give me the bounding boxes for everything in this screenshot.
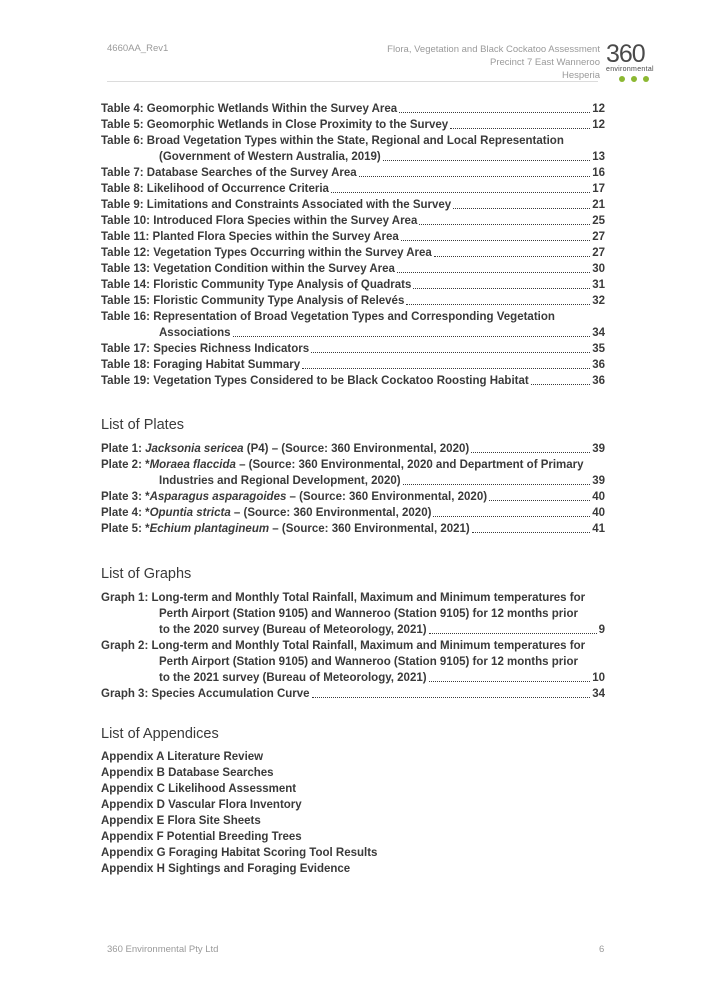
plate-entry-text: [101, 489, 487, 505]
appendix-item[interactable]: Appendix B Database Searches: [101, 767, 274, 779]
graphs-heading: List of Graphs: [101, 566, 192, 582]
table-entry-text: Table 9: Limitations and Constraints Associated with the Survey: [101, 199, 452, 211]
table-entry-line[interactable]: [101, 197, 605, 213]
plate-species: Opuntia stricta: [149, 507, 231, 519]
plate-entry-line[interactable]: [101, 441, 605, 457]
appendix-item[interactable]: Appendix C Likelihood Assessment: [101, 783, 297, 795]
leader-dots: [429, 633, 597, 634]
leader-dots: [312, 697, 591, 698]
list-of-appendices: [101, 749, 605, 877]
table-entry-page: 16: [592, 167, 605, 179]
table-entry-text: Table 19: Vegetation Types Considered to be Black Cockatoo Roosting Habitat: [101, 375, 529, 387]
table-entry-page: 27: [592, 247, 605, 259]
table-entry-page: 34: [592, 327, 605, 339]
plate-source: – (Source: 360 Environmental, 2020): [230, 507, 432, 519]
plates-heading: List of Plates: [101, 417, 185, 433]
plate-prefix: Plate 5: *: [101, 523, 150, 535]
leader-dots: [397, 272, 590, 273]
table-entry-text: Table 7: Database Searches of the Survey Area: [101, 167, 357, 179]
leader-dots: [359, 176, 591, 177]
table-entry-line[interactable]: [101, 325, 605, 341]
plate-entry-line[interactable]: [101, 505, 605, 521]
plate-entry-text: [101, 521, 470, 537]
table-entry-line[interactable]: [101, 181, 605, 197]
leader-dots: [472, 532, 590, 533]
plate-entry-text: [101, 441, 469, 457]
appendix-item[interactable]: Appendix H Sightings and Foraging Evidence: [101, 863, 351, 875]
list-of-plates: [101, 441, 605, 537]
list-of-graphs: [101, 590, 605, 702]
document-id: 4660AA_Rev1: [107, 43, 169, 54]
footer-page-number: 6: [599, 944, 605, 955]
plate-source: – (Source: 360 Environmental, 2020 and Department of Primary: [235, 459, 584, 471]
appendix-item[interactable]: Appendix G Foraging Habitat Scoring Tool Results: [101, 847, 378, 859]
plate-entry-page: 39: [592, 475, 605, 487]
plate-entry-line[interactable]: [101, 457, 605, 473]
appendices-heading: List of Appendices: [101, 726, 219, 742]
header-title-line2: Precinct 7 East Wanneroo: [489, 57, 600, 68]
table-entry-line[interactable]: [101, 101, 605, 117]
company-logo: [606, 42, 670, 82]
graph-entry-page: 10: [592, 672, 605, 684]
list-of-tables: [101, 101, 605, 389]
table-entry-page: 13: [592, 151, 605, 163]
table-entry-line[interactable]: Table 6: Broad Vegetation Types within the State, Regional and Local Representation: [101, 135, 564, 147]
leader-dots: [399, 112, 590, 113]
table-entry-page: 27: [592, 231, 605, 243]
table-entry-line[interactable]: [101, 293, 605, 309]
table-entry-text: Associations: [159, 327, 231, 339]
leader-dots: [331, 192, 590, 193]
appendix-item[interactable]: Appendix A Literature Review: [101, 751, 264, 763]
table-entry-page: 12: [592, 119, 605, 131]
table-entry-text: Table 17: Species Richness Indicators: [101, 343, 310, 355]
plate-species: Jacksonia sericea: [145, 443, 244, 455]
table-entry-page: 21: [592, 199, 605, 211]
header-divider: [107, 81, 598, 82]
graph-entry-text: to the 2020 survey (Bureau of Meteorology, 2021): [159, 624, 427, 636]
leader-dots: [433, 516, 590, 517]
table-entry-text: Table 5: Geomorphic Wetlands in Close Proximity to the Survey: [101, 119, 449, 131]
table-entry-text: Table 18: Foraging Habitat Summary: [101, 359, 301, 371]
table-entry-page: 32: [592, 295, 605, 307]
appendix-item[interactable]: Appendix F Potential Breeding Trees: [101, 831, 302, 843]
leader-dots: [302, 368, 590, 369]
plate-species: Echium plantagineum: [149, 523, 270, 535]
table-entry-page: 12: [592, 103, 605, 115]
plate-entry-line[interactable]: [101, 489, 605, 505]
table-entry-page: 35: [592, 343, 605, 355]
appendix-item[interactable]: Appendix D Vascular Flora Inventory: [101, 799, 302, 811]
graph-entry-line[interactable]: Perth Airport (Station 9105) and Wanneroo (Station 9105) for 12 months prior: [159, 656, 578, 668]
table-entry-page: 25: [592, 215, 605, 227]
graph-entry-line[interactable]: [101, 686, 605, 702]
document-title-block: [387, 43, 600, 82]
table-entry-line[interactable]: [101, 373, 605, 389]
plate-source: – (Source: 360 Environmental, 2021): [269, 523, 470, 535]
logo-word: environmental: [606, 66, 654, 73]
table-entry-line[interactable]: [101, 117, 605, 133]
table-entry-line[interactable]: [101, 277, 605, 293]
graph-entry-text: Graph 3: Species Accumulation Curve: [101, 688, 310, 700]
plate-species: Asparagus asparagoides: [149, 491, 287, 503]
plate-entry-text: Industries and Regional Development, 2020): [159, 475, 401, 487]
leader-dots: [419, 224, 590, 225]
plate-prefix: Plate 3: *: [101, 491, 150, 503]
graph-entry-line[interactable]: Graph 2: Long-term and Monthly Total Rainfall, Maximum and Minimum temperatures for: [101, 640, 586, 652]
table-entry-page: 31: [592, 279, 605, 291]
table-entry-text: Table 13: Vegetation Condition within the Survey Area: [101, 263, 395, 275]
appendix-item[interactable]: Appendix E Flora Site Sheets: [101, 815, 261, 827]
graph-entry-line[interactable]: [101, 670, 605, 686]
logo-number: 360: [606, 40, 645, 68]
leader-dots: [383, 160, 590, 161]
table-entry-text: Table 8: Likelihood of Occurrence Criteria: [101, 183, 329, 195]
table-entry-page: 36: [592, 375, 605, 387]
graph-entry-text: to the 2021 survey (Bureau of Meteorology, 2021): [159, 672, 427, 684]
leader-dots: [403, 484, 591, 485]
table-entry-line[interactable]: [101, 213, 605, 229]
leader-dots: [401, 240, 590, 241]
leader-dots: [450, 128, 590, 129]
table-entry-line[interactable]: Table 16: Representation of Broad Vegetation Types and Corresponding Vegetation: [101, 311, 555, 323]
table-entry-text: Table 14: Floristic Community Type Analysis of Quadrats: [101, 279, 412, 291]
table-entry-page: 36: [592, 359, 605, 371]
leader-dots: [531, 384, 590, 385]
table-entry-line[interactable]: [101, 261, 605, 277]
graph-entry-page: 9: [598, 624, 605, 636]
plate-entry-page: 40: [592, 491, 605, 503]
table-entry-line[interactable]: [101, 229, 605, 245]
graph-entry-line[interactable]: Perth Airport (Station 9105) and Wanneroo (Station 9105) for 12 months prior: [159, 608, 578, 620]
plate-entry-page: 41: [592, 523, 605, 535]
graph-entry-line[interactable]: Graph 1: Long-term and Monthly Total Rainfall, Maximum and Minimum temperatures for: [101, 592, 586, 604]
leader-dots: [453, 208, 590, 209]
table-entry-text: Table 12: Vegetation Types Occurring within the Survey Area: [101, 247, 432, 259]
leader-dots: [233, 336, 591, 337]
leader-dots: [489, 500, 590, 501]
table-entry-text: Table 11: Planted Flora Species within the Survey Area: [101, 231, 399, 243]
table-entry-line[interactable]: [101, 357, 605, 373]
leader-dots: [429, 681, 591, 682]
plate-entry-line[interactable]: [101, 521, 605, 537]
table-entry-line[interactable]: [101, 165, 605, 181]
table-entry-line[interactable]: [101, 245, 605, 261]
table-entry-page: 17: [592, 183, 605, 195]
leader-dots: [406, 304, 590, 305]
header-title-line1: Flora, Vegetation and Black Cockatoo Assessment: [387, 44, 600, 55]
plate-source: (P4) – (Source: 360 Environmental, 2020): [243, 443, 470, 455]
table-entry-text: Table 4: Geomorphic Wetlands Within the Survey Area: [101, 103, 398, 115]
plate-entry-text: [101, 505, 431, 521]
table-entry-line[interactable]: [101, 149, 605, 165]
header-title-line3: Hesperia: [561, 70, 600, 81]
logo-dots-icon: [606, 76, 670, 82]
table-entry-text: Table 15: Floristic Community Type Analysis of Relevés: [101, 295, 405, 307]
table-entry-page: 30: [592, 263, 605, 275]
table-entry-line[interactable]: [101, 341, 605, 357]
footer-company: 360 Environmental Pty Ltd: [107, 944, 219, 955]
graph-entry-line[interactable]: [101, 622, 605, 638]
plate-prefix: Plate 1:: [101, 443, 146, 455]
plate-source: – (Source: 360 Environmental, 2020): [286, 491, 488, 503]
plate-species: Moraea flaccida: [149, 459, 236, 471]
graph-entry-page: 34: [592, 688, 605, 700]
plate-entry-page: 40: [592, 507, 605, 519]
table-entry-text: (Government of Western Australia, 2019): [159, 151, 381, 163]
plate-entry-line[interactable]: [101, 473, 605, 489]
leader-dots: [413, 288, 590, 289]
leader-dots: [434, 256, 590, 257]
plate-entry-page: 39: [592, 443, 605, 455]
plate-prefix: Plate 4: *: [101, 507, 150, 519]
table-entry-text: Table 10: Introduced Flora Species within the Survey Area: [101, 215, 418, 227]
leader-dots: [311, 352, 590, 353]
plate-prefix: Plate 2: *: [101, 459, 150, 471]
leader-dots: [471, 452, 590, 453]
